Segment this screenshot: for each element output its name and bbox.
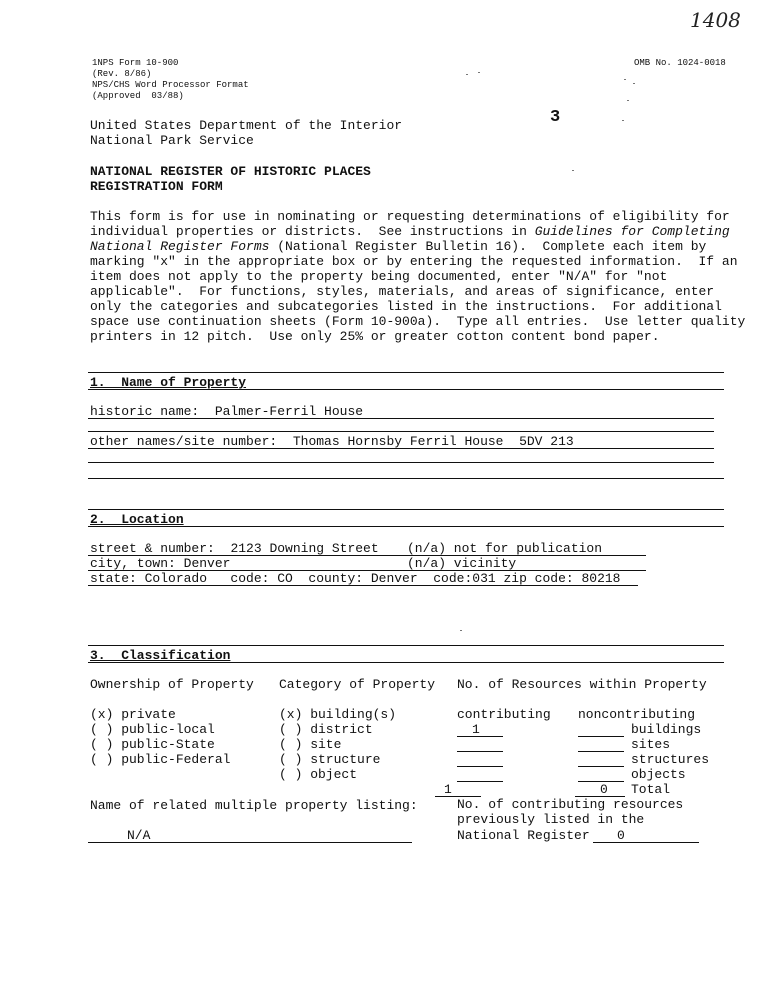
category-option-object[interactable]: ( ) object <box>279 767 358 782</box>
category-option-buildings[interactable]: (x) building(s) <box>279 707 397 722</box>
category-header: Category of Property <box>279 677 436 692</box>
noncontributing-header: noncontributing <box>578 707 696 722</box>
section-divider <box>88 372 724 373</box>
previously-listed-count[interactable]: 0 <box>617 828 625 843</box>
state-zip-line[interactable]: state: Colorado code: CO county: Denver code:031 zip code: 80218 <box>90 571 621 586</box>
other-names-label: other names/site number: <box>90 434 278 449</box>
department: United States Department of the Interior <box>90 118 403 133</box>
form-approved-line: (Approved 03/88) <box>92 91 184 101</box>
category-option-structure[interactable]: ( ) structure <box>279 752 381 767</box>
section-divider <box>88 662 724 663</box>
scan-speck <box>460 630 462 631</box>
field-underline <box>457 766 503 767</box>
historic-name-value: Palmer-Ferril House <box>214 404 364 419</box>
scan-speck <box>478 72 480 73</box>
section3-heading: 3. Classification <box>90 648 231 663</box>
resource-label: sites <box>631 737 671 752</box>
contributing-count[interactable]: 1 <box>472 722 480 737</box>
historic-name-label: historic name: <box>90 404 200 419</box>
contributing-total[interactable]: 1 <box>444 782 452 797</box>
section1-heading: 1. Name of Property <box>90 375 247 390</box>
section-divider <box>88 431 714 432</box>
resource-label: objects <box>631 767 686 782</box>
instruction-italic: National Register Forms <box>90 239 270 254</box>
scan-speck <box>572 170 574 171</box>
resource-label: structures <box>631 752 710 767</box>
instruction-line: applicable". For functions, styles, materials, and areas of significance, enter <box>90 284 715 299</box>
form-subtitle: REGISTRATION FORM <box>90 179 223 194</box>
field-underline <box>593 842 699 843</box>
scan-speck <box>633 83 635 84</box>
field-underline <box>88 842 412 843</box>
multiple-listing-value[interactable]: N/A <box>127 828 151 843</box>
form-format-line: NPS/CHS Word Processor Format <box>92 80 249 90</box>
field-underline <box>457 736 503 737</box>
form-rev-line: (Rev. 8/86) <box>92 69 152 79</box>
multiple-listing-label: Name of related multiple property listing: <box>90 798 418 813</box>
category-option-site[interactable]: ( ) site <box>279 737 342 752</box>
resources-header: No. of Resources within Property <box>457 677 707 692</box>
field-underline <box>457 751 503 752</box>
resource-label: buildings <box>631 722 702 737</box>
historic-name-field[interactable] <box>90 404 363 419</box>
field-underline <box>457 781 503 782</box>
field-underline <box>88 585 638 586</box>
omb-number: OMB No. 1024-0018 <box>634 58 726 68</box>
field-underline <box>88 448 714 449</box>
resource-label: Total <box>631 782 671 797</box>
instruction-text: individual properties or districts. See instructions in <box>90 224 535 239</box>
scan-speck <box>622 120 624 121</box>
agency: National Park Service <box>90 133 254 148</box>
section2-heading: 2. Location <box>90 512 184 527</box>
scan-speck <box>624 79 626 80</box>
instruction-line: This form is for use in nominating or requesting determinations of eligibility for <box>90 209 730 224</box>
instruction-line: only the categories and subcategories listed in the instructions. For additional <box>90 299 722 314</box>
previously-listed-label: No. of contributing resources <box>457 797 684 812</box>
section-divider <box>88 509 724 510</box>
ownership-option-public-state[interactable]: ( ) public-State <box>90 737 215 752</box>
contributing-header: contributing <box>457 707 551 722</box>
instruction-line: marking "x" in the appropriate box or by entering the requested information. If an <box>90 254 738 269</box>
national-register-label: National Register <box>457 828 590 843</box>
field-underline <box>578 736 624 737</box>
scan-speck <box>466 74 468 75</box>
form-id-line: 1NPS Form 10-900 <box>92 58 179 68</box>
section-divider <box>88 526 724 527</box>
instruction-line <box>90 239 706 254</box>
other-names-value: Thomas Hornsby Ferril House 5DV 213 <box>292 434 574 449</box>
instruction-text: (National Register Bulletin 16). Complete each item by <box>269 239 707 254</box>
section-divider <box>88 462 714 463</box>
city-value: Denver <box>183 556 231 571</box>
previously-listed-label-2: previously listed in the <box>457 812 645 827</box>
scan-speck <box>627 100 629 101</box>
city-field[interactable] <box>90 556 230 571</box>
vicinity-checkbox[interactable]: (n/a) vicinity <box>407 556 517 571</box>
instruction-line: item does not apply to the property being documented, enter "N/A" for "not <box>90 269 668 284</box>
instruction-italic: Guidelines for Completing <box>534 224 730 239</box>
street-label: street & number: <box>90 541 215 556</box>
not-for-publication-checkbox[interactable]: (n/a) not for publication <box>407 541 603 556</box>
ownership-option-public-federal[interactable]: ( ) public-Federal <box>90 752 231 767</box>
street-value: 2123 Downing Street <box>230 541 379 556</box>
page-number: 3 <box>550 108 561 127</box>
instruction-line <box>90 224 730 239</box>
category-option-district[interactable]: ( ) district <box>279 722 373 737</box>
section-divider <box>88 478 724 479</box>
form-title: NATIONAL REGISTER OF HISTORIC PLACES <box>90 164 371 179</box>
section-divider <box>88 389 724 390</box>
other-names-field[interactable] <box>90 434 574 449</box>
field-underline <box>88 418 714 419</box>
instruction-line: printers in 12 pitch. Use only 25% or greater cotton content bond paper. <box>90 329 660 344</box>
noncontributing-total[interactable]: 0 <box>600 782 608 797</box>
instruction-line: space use continuation sheets (Form 10-900a). Type all entries. Use letter quality <box>90 314 746 329</box>
ownership-header: Ownership of Property <box>90 677 254 692</box>
handwritten-annotation: 1408 <box>690 8 741 32</box>
ownership-option-public-local[interactable]: ( ) public-local <box>90 722 215 737</box>
section-divider <box>88 645 724 646</box>
ownership-option-private[interactable]: (x) private <box>90 707 176 722</box>
field-underline <box>578 751 624 752</box>
city-label: city, town: <box>90 556 176 571</box>
field-underline <box>578 766 624 767</box>
street-field[interactable] <box>90 541 379 556</box>
